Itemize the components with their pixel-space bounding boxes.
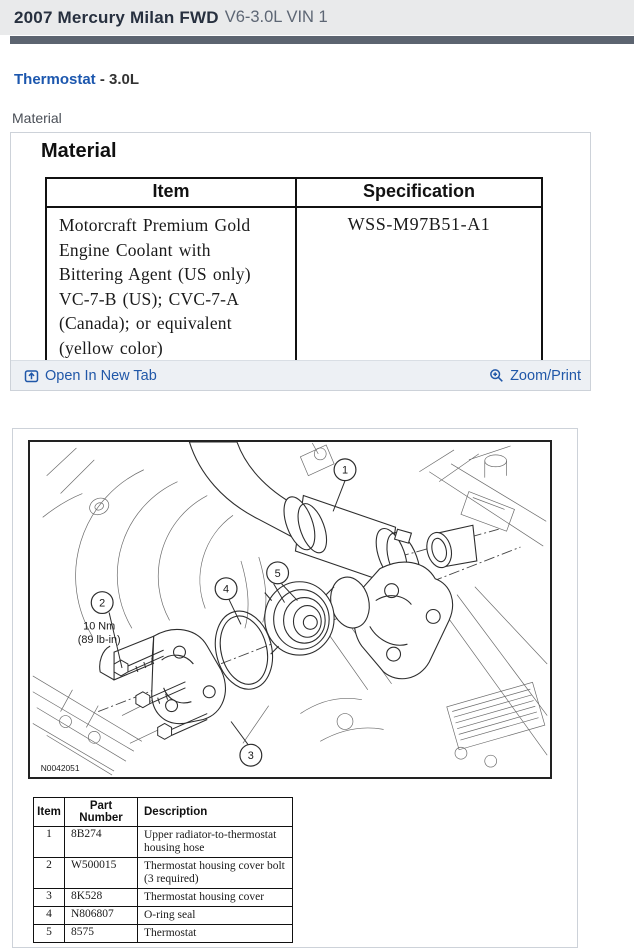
material-spec-cell: WSS-M97B51-A1 — [296, 207, 542, 370]
vehicle-title: 2007 Mercury Milan FWD — [14, 7, 219, 27]
part-item-number: 2 — [34, 858, 65, 889]
part-number: W500015 — [65, 858, 138, 889]
torque-note-line1: 10 Nm — [83, 620, 116, 633]
part-description: Upper radiator-to-thermostat housing hose — [138, 827, 293, 858]
parts-table-row — [34, 827, 293, 858]
section-label: Material — [12, 110, 62, 126]
header-divider-bar — [10, 36, 634, 44]
figure-id-label: N0042051 — [40, 763, 80, 774]
callout-4-number: 4 — [223, 583, 230, 596]
open-in-new-tab-icon — [24, 368, 39, 383]
breadcrumb-suffix: - 3.0L — [95, 71, 140, 88]
material-card — [10, 132, 591, 391]
parts-table — [33, 797, 293, 943]
parts-table-row — [34, 889, 293, 907]
callout-5-number: 5 — [274, 567, 281, 580]
part-item-number: 3 — [34, 889, 65, 907]
thermostat-housing-inlet-pipe — [423, 525, 477, 570]
zoom-print-link[interactable] — [489, 368, 581, 384]
zoom-print-label: Zoom/Print — [510, 367, 581, 384]
part-number: N806807 — [65, 907, 138, 925]
part-description: Thermostat — [138, 925, 293, 943]
part-description: Thermostat housing cover bolt (3 required) — [138, 858, 293, 889]
part-item-number: 4 — [34, 907, 65, 925]
parts-table-row — [34, 925, 293, 943]
part-item-number: 1 — [34, 827, 65, 858]
parts-header-description: Description — [138, 798, 293, 827]
parts-header-item: Item — [34, 798, 65, 827]
material-item-cell: Motorcraft Premium Gold Engine Coolant with Bittering Agent (US only) VC-7-B (US); CVC-7-A (Canada); or equivalent (yellow color) — [46, 207, 296, 370]
vehicle-subtitle: V6-3.0L VIN 1 — [224, 8, 328, 26]
callout-1-number: 1 — [341, 464, 349, 477]
part-number: 8K528 — [65, 889, 138, 907]
parts-table-row — [34, 907, 293, 925]
thermostat-link[interactable]: Thermostat — [14, 71, 96, 88]
material-header-specification: Specification — [296, 178, 542, 207]
part-description: O-ring seal — [138, 907, 293, 925]
material-table — [45, 177, 543, 371]
part-number: 8575 — [65, 925, 138, 943]
part-item-number: 5 — [34, 925, 65, 943]
callout-3-number: 3 — [247, 750, 254, 763]
thermostat-exploded-diagram — [30, 442, 550, 777]
material-row — [46, 207, 542, 370]
callout-2-number: 2 — [99, 597, 106, 610]
material-heading: Material — [41, 140, 117, 162]
material-card-footer — [11, 360, 590, 390]
zoom-icon — [489, 368, 504, 383]
torque-note-line2: (89 lb-in) — [77, 634, 121, 647]
engine-housing-flange — [354, 562, 453, 679]
diagram-card — [12, 428, 578, 948]
part-number: 8B274 — [65, 827, 138, 858]
thermostat-part — [265, 582, 334, 655]
open-in-new-tab-label: Open In New Tab — [45, 367, 157, 384]
parts-table-row — [34, 858, 293, 889]
parts-header-part-number: Part Number — [65, 798, 138, 827]
breadcrumb — [14, 71, 139, 88]
app-header — [0, 0, 634, 35]
part-description: Thermostat housing cover — [138, 889, 293, 907]
open-in-new-tab-link[interactable] — [24, 368, 157, 384]
material-header-item: Item — [46, 178, 296, 207]
diagram-figure — [28, 440, 552, 779]
